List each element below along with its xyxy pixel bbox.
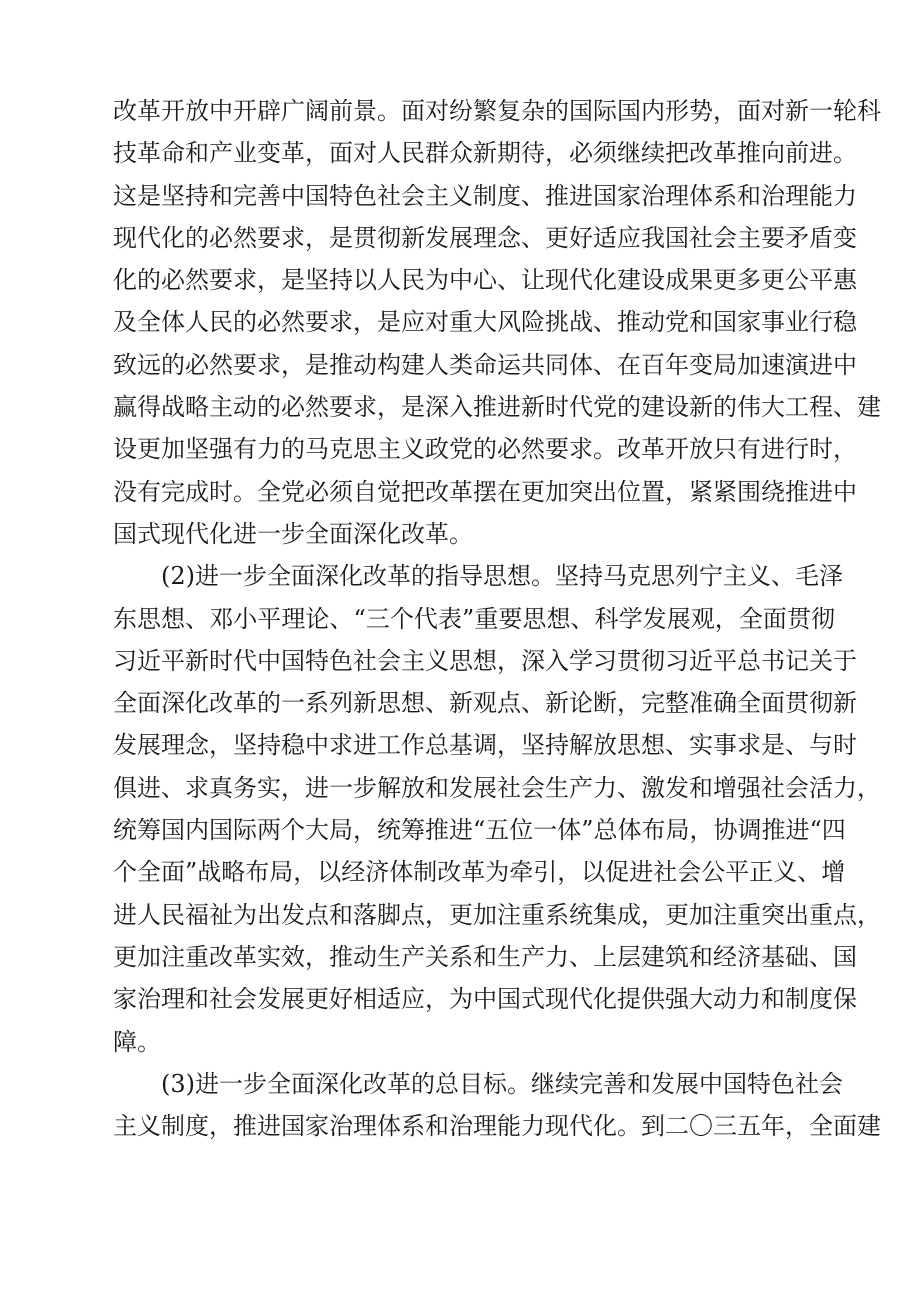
text-line: 习近平新时代中国特色社会主义思想，深入学习贯彻习近平总书记关于 xyxy=(113,646,857,675)
text-line: 统筹国内国际两个大局，统筹推进“五位一体”总体布局，协调推进“四 xyxy=(113,816,846,845)
text-line: (3)进一步全面深化改革的总目标。继续完善和发展中国特色社会 xyxy=(161,1069,843,1098)
text-line: 个全面”战略布局，以经济体制改革为牵引，以促进社会公平正义、增 xyxy=(113,858,846,887)
text-line: (2)进一步全面深化改革的指导思想。坚持马克思列宁主义、毛泽 xyxy=(161,562,843,591)
text-line: 没有完成时。全党必须自觉把改革摆在更加突出位置，紧紧围绕推进中 xyxy=(113,477,857,506)
text-line: 全面深化改革的一系列新思想、新观点、新论断，完整准确全面贯彻新 xyxy=(113,689,857,718)
text-line: 设更加坚强有力的马克思主义政党的必然要求。改革开放只有进行时， xyxy=(113,435,857,464)
paragraph-2 xyxy=(113,555,881,1063)
body-text xyxy=(113,90,881,1147)
text-line: 改革开放中开辟广阔前景。面对纷繁复杂的国际国内形势，面对新一轮科 xyxy=(113,97,881,125)
text-line: 俱进、求真务实，进一步解放和发展社会生产力、激发和增强社会活力， xyxy=(113,773,881,802)
text-line: 这是坚持和完善中国特色社会主义制度、推进国家治理体系和治理能力 xyxy=(113,181,857,210)
text-line: 家治理和社会发展更好相适应，为中国式现代化提供强大动力和制度保 xyxy=(113,985,857,1014)
text-line: 化的必然要求，是坚持以人民为中心、让现代化建设成果更多更公平惠 xyxy=(113,266,857,295)
paragraph-1 xyxy=(113,90,881,555)
text-line: 东思想、邓小平理论、“三个代表”重要思想、科学发展观，全面贯彻 xyxy=(113,604,835,633)
text-line: 致远的必然要求，是推动构建人类命运共同体、在百年变局加速演进中 xyxy=(113,350,857,379)
text-line: 技革命和产业变革，面对人民群众新期待，必须继续把改革推向前进。 xyxy=(113,139,857,168)
text-line: 主义制度，推进国家治理体系和治理能力现代化。到二〇三五年，全面建 xyxy=(113,1112,881,1141)
text-line: 发展理念，坚持稳中求进工作总基调，坚持解放思想、实事求是、与时 xyxy=(113,731,857,760)
text-line: 赢得战略主动的必然要求，是深入推进新时代党的建设新的伟大工程、建 xyxy=(113,393,881,422)
text-line: 国式现代化进一步全面深化改革。 xyxy=(113,519,473,548)
paragraph-3 xyxy=(113,1063,881,1148)
text-line: 及全体人民的必然要求，是应对重大风险挑战、推动党和国家事业行稳 xyxy=(113,308,857,337)
text-line: 更加注重改革实效，推动生产关系和生产力、上层建筑和经济基础、国 xyxy=(113,942,857,971)
text-line: 进人民福祉为出发点和落脚点，更加注重系统集成，更加注重突出重点， xyxy=(113,900,881,929)
text-line: 障。 xyxy=(113,1027,161,1056)
text-line: 现代化的必然要求，是贯彻新发展理念、更好适应我国社会主要矛盾变 xyxy=(113,223,857,252)
